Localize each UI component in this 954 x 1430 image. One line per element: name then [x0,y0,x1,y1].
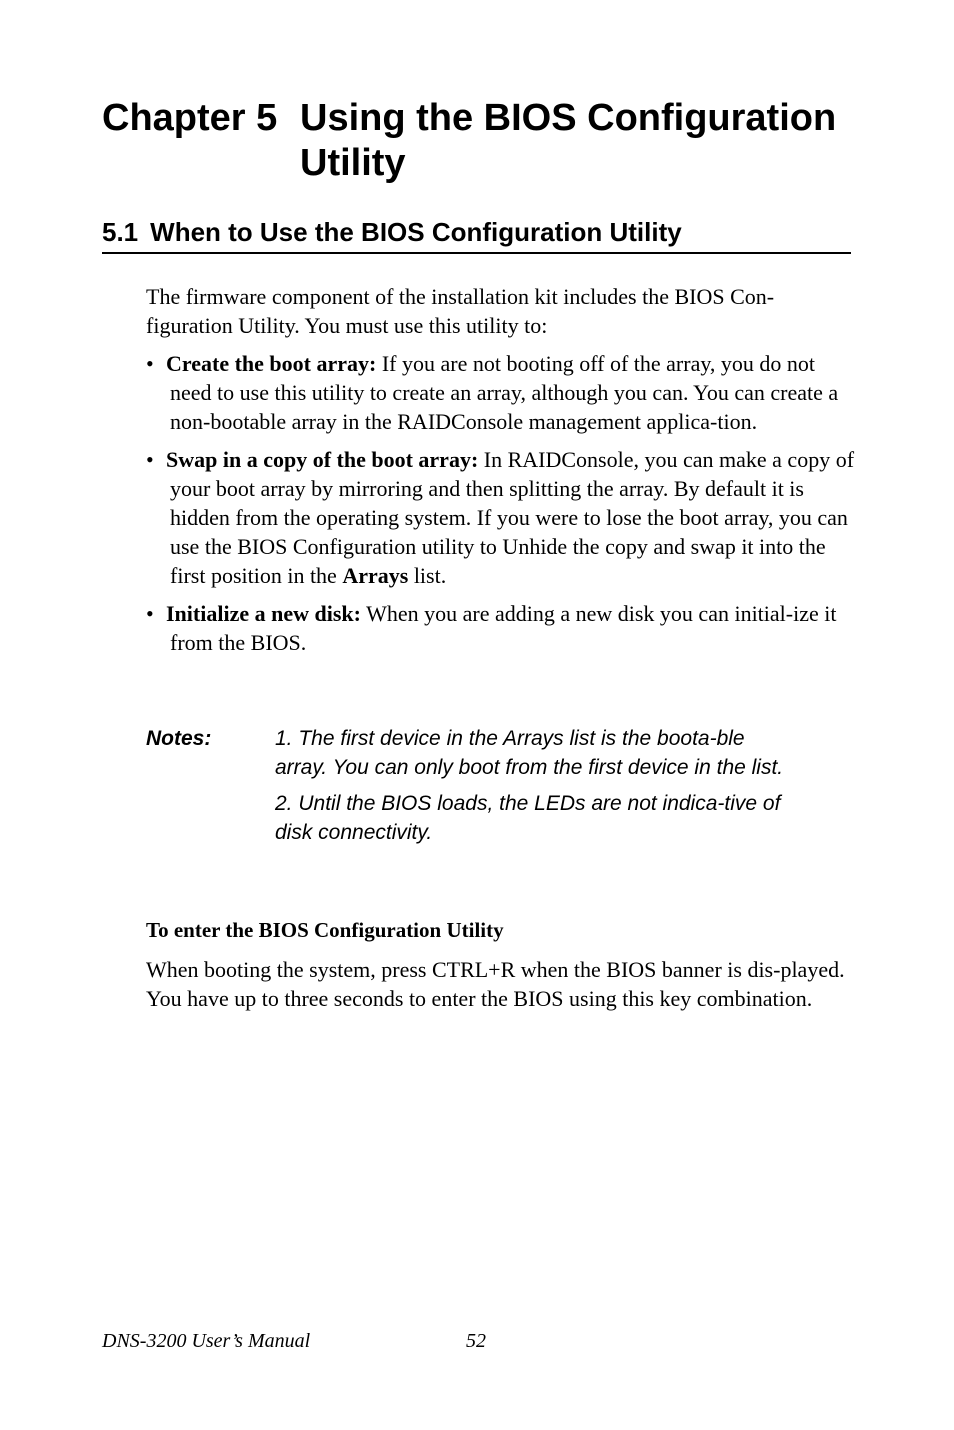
bullet-text: If you are not booting off of the array, you do not need to use this utility to create an array, although you can. You can create a non-bootable array in the RAIDConsole management applica-tion. [170,351,839,434]
section-heading [102,214,851,254]
bullet-item-swap-boot-array [146,445,856,590]
procedure-paragraph: When booting the system, press CTRL+R when the BIOS banner is dis-played. You have up to three seconds to enter the BIOS using this key combination. [146,957,845,1011]
intro-paragraph: The firmware component of the installation kit includes the BIOS Con-figuration Utility. You must use this utility to: [146,284,775,338]
note-item: 2. Until the BIOS loads, the LEDs are not indica-tive of disk connectivity. [275,792,781,844]
bullet-text: In RAIDConsole, you can make a copy of your boot array by mirroring and then splitting the array. By default it is hidden from the operating system. If you were to lose the boot array, you can use the BIOS Configuration utility to Unhide the copy and swap it into the first position in the [170,447,855,588]
section-number: 5.1 [102,217,139,247]
bullet-lead: Create the boot array: [166,351,377,376]
notes-block [146,724,846,854]
bullet-lead: Initialize a new disk: [166,601,361,626]
bullet-icon: • [146,351,154,376]
note-item: 1. The first device in the Arrays list is the boota-ble array. You can only boot from the first device in the list. [275,727,784,779]
chapter-title-text: Using the BIOS Configuration Utility [300,97,837,184]
bullet-icon: • [146,447,154,472]
chapter-label: Chapter 5 [102,97,278,139]
procedure-heading: To enter the BIOS Configuration Utility [146,918,504,942]
footer-manual-title: DNS-3200 User’s Manual [102,1330,311,1352]
bullet-lead: Swap in a copy of the boot array: [166,447,479,472]
bullet-icon: • [146,601,154,626]
notes-label: Notes: [146,727,212,750]
footer-page-number: 52 [466,1330,486,1352]
bullet-text: When you are adding a new disk you can initial-ize it from the BIOS. [170,601,837,655]
bullet-item-initialize-disk [146,599,856,657]
usage-bullet-list [146,349,856,666]
bullet-bold-term: Arrays [342,563,409,588]
bullet-text-end: list. [408,563,447,588]
bullet-item-create-boot-array [146,349,856,436]
section-title: When to Use the BIOS Configuration Utility [150,217,682,247]
